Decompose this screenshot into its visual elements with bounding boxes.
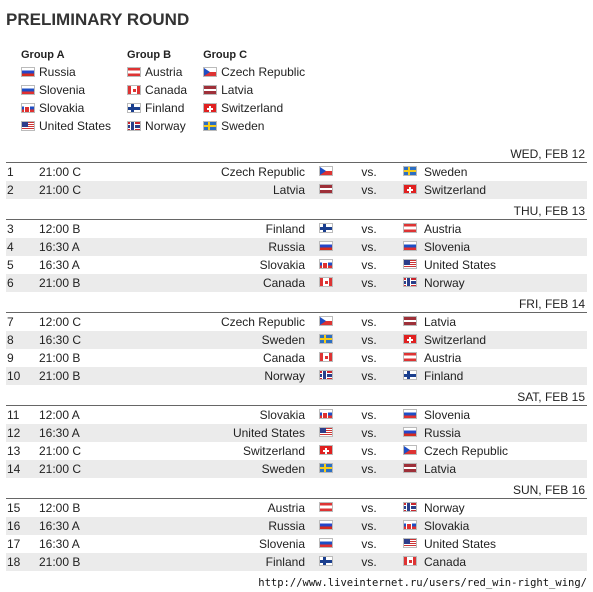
group-team bbox=[21, 99, 111, 117]
team-name: Slovakia bbox=[39, 101, 85, 115]
game-number: 10 bbox=[7, 369, 21, 383]
group-team bbox=[21, 117, 111, 135]
game-time: 21:00 C bbox=[39, 462, 82, 476]
day-header: SUN, FEB 16 bbox=[6, 482, 587, 499]
versus-label: vs. bbox=[361, 462, 377, 476]
group-column bbox=[21, 49, 111, 135]
home-team: Sweden bbox=[261, 462, 305, 476]
game-number: 11 bbox=[7, 408, 20, 422]
game-time: 12:00 C bbox=[39, 315, 82, 329]
canada-flag-icon bbox=[127, 85, 141, 95]
russia-flag-icon bbox=[319, 520, 333, 530]
game-row bbox=[6, 313, 587, 331]
game-number: 18 bbox=[7, 555, 21, 569]
away-team: Latvia bbox=[424, 462, 457, 476]
game-time: 16:30 A bbox=[39, 426, 80, 440]
home-team: Russia bbox=[268, 519, 305, 533]
slovenia-flag-icon bbox=[403, 409, 417, 419]
versus-label: vs. bbox=[361, 183, 377, 197]
game-number: 2 bbox=[7, 183, 14, 197]
game-number: 14 bbox=[7, 462, 21, 476]
day-header: WED, FEB 12 bbox=[6, 146, 587, 163]
russia-flag-icon bbox=[21, 67, 35, 77]
home-flag bbox=[319, 333, 347, 347]
game-number: 1 bbox=[7, 165, 14, 179]
home-team: Norway bbox=[264, 369, 305, 383]
game-number: 13 bbox=[7, 444, 21, 458]
home-flag bbox=[319, 519, 347, 533]
group-team bbox=[21, 81, 111, 99]
day-section bbox=[6, 482, 587, 571]
game-time: 12:00 B bbox=[39, 222, 81, 236]
group-heading: Group B bbox=[127, 49, 172, 61]
day-section bbox=[6, 389, 587, 478]
versus-label: vs. bbox=[361, 333, 377, 347]
switzerland-flag-icon bbox=[403, 184, 417, 194]
away-team: Sweden bbox=[424, 165, 468, 179]
game-time: 16:30 C bbox=[39, 333, 82, 347]
slovenia-flag-icon bbox=[21, 85, 35, 95]
game-time: 21:00 C bbox=[39, 183, 82, 197]
home-team: United States bbox=[232, 426, 305, 440]
slovakia-flag-icon bbox=[21, 103, 35, 113]
versus-label: vs. bbox=[361, 519, 377, 533]
canada-flag-icon bbox=[403, 556, 417, 566]
away-flag bbox=[391, 276, 417, 290]
group-team bbox=[203, 99, 305, 117]
versus-label: vs. bbox=[361, 258, 377, 272]
game-number: 16 bbox=[7, 519, 21, 533]
russia-flag-icon bbox=[403, 427, 417, 437]
home-team: Canada bbox=[262, 351, 305, 365]
austria-flag-icon bbox=[127, 67, 141, 77]
versus-label: vs. bbox=[361, 165, 377, 179]
russia-flag-icon bbox=[319, 241, 333, 251]
away-team: Austria bbox=[424, 222, 462, 236]
game-time: 16:30 A bbox=[39, 537, 80, 551]
away-team: Slovenia bbox=[424, 408, 471, 422]
game-row bbox=[6, 367, 587, 385]
away-team: Latvia bbox=[424, 315, 457, 329]
away-team: Czech Republic bbox=[424, 444, 509, 458]
source-url[interactable]: http://www.liveinternet.ru/users/red_win-right_wing/ bbox=[258, 577, 587, 589]
game-number: 6 bbox=[7, 276, 14, 290]
home-flag bbox=[319, 369, 347, 383]
switzerland-flag-icon bbox=[319, 445, 333, 455]
group-heading: Group C bbox=[203, 49, 248, 61]
away-flag bbox=[391, 315, 417, 329]
game-number: 12 bbox=[7, 426, 21, 440]
canada-flag-icon bbox=[319, 352, 333, 362]
home-flag bbox=[319, 351, 347, 365]
latvia-flag-icon bbox=[403, 316, 417, 326]
home-team: Latvia bbox=[272, 183, 305, 197]
team-name: Slovenia bbox=[39, 83, 86, 97]
norway-flag-icon bbox=[127, 121, 141, 131]
away-flag bbox=[391, 501, 417, 515]
austria-flag-icon bbox=[319, 502, 333, 512]
away-team: Finland bbox=[424, 369, 464, 383]
group-team bbox=[21, 63, 111, 81]
usa-flag-icon bbox=[21, 121, 35, 131]
game-time: 21:00 B bbox=[39, 276, 81, 290]
group-list bbox=[21, 49, 321, 135]
away-flag bbox=[391, 258, 417, 272]
team-name: Switzerland bbox=[221, 101, 284, 115]
game-time: 21:00 B bbox=[39, 555, 81, 569]
finland-flag-icon bbox=[403, 370, 417, 380]
home-team: Austria bbox=[267, 501, 305, 515]
austria-flag-icon bbox=[403, 223, 417, 233]
slovenia-flag-icon bbox=[403, 241, 417, 251]
day-header: THU, FEB 13 bbox=[6, 203, 587, 220]
team-name: Norway bbox=[145, 119, 186, 133]
versus-label: vs. bbox=[361, 444, 377, 458]
game-row bbox=[6, 238, 587, 256]
game-row bbox=[6, 406, 587, 424]
game-row bbox=[6, 553, 587, 571]
game-time: 16:30 A bbox=[39, 519, 80, 533]
group-team bbox=[203, 81, 305, 99]
switzerland-flag-icon bbox=[203, 103, 217, 113]
game-number: 15 bbox=[7, 501, 21, 515]
game-number: 9 bbox=[7, 351, 14, 365]
home-flag bbox=[319, 537, 347, 551]
team-name: Finland bbox=[145, 101, 185, 115]
group-team bbox=[127, 99, 187, 117]
game-number: 3 bbox=[7, 222, 14, 236]
away-flag bbox=[391, 408, 417, 422]
versus-label: vs. bbox=[361, 555, 377, 569]
away-flag bbox=[391, 240, 417, 254]
team-name: Sweden bbox=[221, 119, 265, 133]
home-flag bbox=[319, 222, 347, 236]
group-team bbox=[203, 117, 305, 135]
home-flag bbox=[319, 462, 347, 476]
page-title: PRELIMINARY ROUND bbox=[6, 10, 190, 29]
team-name: Russia bbox=[39, 65, 76, 79]
game-row bbox=[6, 349, 587, 367]
team-name: Canada bbox=[145, 83, 188, 97]
away-flag bbox=[391, 537, 417, 551]
game-row bbox=[6, 535, 587, 553]
usa-flag-icon bbox=[319, 427, 333, 437]
home-flag bbox=[319, 183, 347, 197]
finland-flag-icon bbox=[319, 556, 333, 566]
game-time: 16:30 A bbox=[39, 258, 80, 272]
away-team: United States bbox=[424, 258, 497, 272]
home-flag bbox=[319, 444, 347, 458]
home-flag bbox=[319, 258, 347, 272]
versus-label: vs. bbox=[361, 426, 377, 440]
game-number: 4 bbox=[7, 240, 14, 254]
usa-flag-icon bbox=[403, 538, 417, 548]
schedule bbox=[6, 146, 587, 575]
home-flag bbox=[319, 165, 347, 179]
group-team bbox=[127, 63, 187, 81]
away-flag bbox=[391, 444, 417, 458]
norway-flag-icon bbox=[403, 502, 417, 512]
slovakia-flag-icon bbox=[403, 520, 417, 530]
game-row bbox=[6, 220, 587, 238]
home-flag bbox=[319, 501, 347, 515]
away-flag bbox=[391, 555, 417, 569]
game-number: 8 bbox=[7, 333, 14, 347]
versus-label: vs. bbox=[361, 351, 377, 365]
home-flag bbox=[319, 426, 347, 440]
away-team: Canada bbox=[424, 555, 467, 569]
away-flag bbox=[391, 519, 417, 533]
day-section bbox=[6, 203, 587, 292]
away-team: Austria bbox=[424, 351, 462, 365]
versus-label: vs. bbox=[361, 501, 377, 515]
home-flag bbox=[319, 276, 347, 290]
home-team: Finland bbox=[265, 222, 305, 236]
game-time: 21:00 B bbox=[39, 369, 81, 383]
home-team: Czech Republic bbox=[220, 315, 305, 329]
away-flag bbox=[391, 462, 417, 476]
away-flag bbox=[391, 369, 417, 383]
away-team: Russia bbox=[424, 426, 461, 440]
czech-flag-icon bbox=[403, 445, 417, 455]
home-team: Finland bbox=[265, 555, 305, 569]
sweden-flag-icon bbox=[319, 463, 333, 473]
sweden-flag-icon bbox=[319, 334, 333, 344]
away-team: Norway bbox=[424, 501, 465, 515]
norway-flag-icon bbox=[403, 277, 417, 287]
game-number: 7 bbox=[7, 315, 14, 329]
slovakia-flag-icon bbox=[319, 409, 333, 419]
slovakia-flag-icon bbox=[319, 259, 333, 269]
away-team: United States bbox=[424, 537, 497, 551]
versus-label: vs. bbox=[361, 537, 377, 551]
home-team: Slovenia bbox=[258, 537, 305, 551]
away-team: Slovakia bbox=[424, 519, 470, 533]
group-column bbox=[203, 49, 305, 135]
usa-flag-icon bbox=[403, 259, 417, 269]
game-row bbox=[6, 163, 587, 181]
game-row bbox=[6, 424, 587, 442]
away-flag bbox=[391, 165, 417, 179]
team-name: Czech Republic bbox=[221, 65, 306, 79]
game-row bbox=[6, 181, 587, 199]
latvia-flag-icon bbox=[403, 463, 417, 473]
game-row bbox=[6, 256, 587, 274]
czech-flag-icon bbox=[203, 67, 217, 77]
away-flag bbox=[391, 333, 417, 347]
game-time: 21:00 C bbox=[39, 444, 82, 458]
home-flag bbox=[319, 240, 347, 254]
away-team: Slovenia bbox=[424, 240, 471, 254]
game-row bbox=[6, 460, 587, 478]
away-team: Switzerland bbox=[424, 183, 487, 197]
group-team bbox=[203, 63, 305, 81]
home-team: Czech Republic bbox=[220, 165, 305, 179]
day-header: SAT, FEB 15 bbox=[6, 389, 587, 406]
sweden-flag-icon bbox=[203, 121, 217, 131]
versus-label: vs. bbox=[361, 369, 377, 383]
home-team: Sweden bbox=[261, 333, 305, 347]
czech-flag-icon bbox=[319, 166, 333, 176]
home-flag bbox=[319, 408, 347, 422]
game-row bbox=[6, 499, 587, 517]
team-name: United States bbox=[39, 119, 112, 133]
latvia-flag-icon bbox=[319, 184, 333, 194]
game-time: 21:00 C bbox=[39, 165, 82, 179]
norway-flag-icon bbox=[319, 370, 333, 380]
game-time: 12:00 A bbox=[39, 408, 80, 422]
away-flag bbox=[391, 222, 417, 236]
home-team: Slovakia bbox=[259, 258, 305, 272]
versus-label: vs. bbox=[361, 276, 377, 290]
game-time: 21:00 B bbox=[39, 351, 81, 365]
away-team: Switzerland bbox=[424, 333, 487, 347]
game-number: 5 bbox=[7, 258, 14, 272]
home-flag bbox=[319, 315, 347, 329]
game-row bbox=[6, 331, 587, 349]
versus-label: vs. bbox=[361, 240, 377, 254]
home-team: Canada bbox=[262, 276, 305, 290]
away-flag bbox=[391, 183, 417, 197]
group-heading: Group A bbox=[21, 49, 65, 61]
group-team bbox=[127, 117, 187, 135]
sweden-flag-icon bbox=[403, 166, 417, 176]
versus-label: vs. bbox=[361, 315, 377, 329]
versus-label: vs. bbox=[361, 222, 377, 236]
game-time: 12:00 B bbox=[39, 501, 81, 515]
game-row bbox=[6, 274, 587, 292]
canada-flag-icon bbox=[319, 277, 333, 287]
game-number: 17 bbox=[7, 537, 21, 551]
away-flag bbox=[391, 426, 417, 440]
away-team: Norway bbox=[424, 276, 465, 290]
czech-flag-icon bbox=[319, 316, 333, 326]
home-team: Switzerland bbox=[242, 444, 305, 458]
finland-flag-icon bbox=[127, 103, 141, 113]
slovenia-flag-icon bbox=[319, 538, 333, 548]
game-row bbox=[6, 442, 587, 460]
game-time: 16:30 A bbox=[39, 240, 80, 254]
switzerland-flag-icon bbox=[403, 334, 417, 344]
home-team: Slovakia bbox=[259, 408, 305, 422]
team-name: Austria bbox=[145, 65, 183, 79]
team-name: Latvia bbox=[221, 83, 254, 97]
group-team bbox=[127, 81, 187, 99]
finland-flag-icon bbox=[319, 223, 333, 233]
away-flag bbox=[391, 351, 417, 365]
home-team: Russia bbox=[268, 240, 305, 254]
game-row bbox=[6, 517, 587, 535]
day-section bbox=[6, 296, 587, 385]
day-section bbox=[6, 146, 587, 199]
austria-flag-icon bbox=[403, 352, 417, 362]
latvia-flag-icon bbox=[203, 85, 217, 95]
home-flag bbox=[319, 555, 347, 569]
versus-label: vs. bbox=[361, 408, 377, 422]
day-header: FRI, FEB 14 bbox=[6, 296, 587, 313]
group-column bbox=[127, 49, 187, 135]
